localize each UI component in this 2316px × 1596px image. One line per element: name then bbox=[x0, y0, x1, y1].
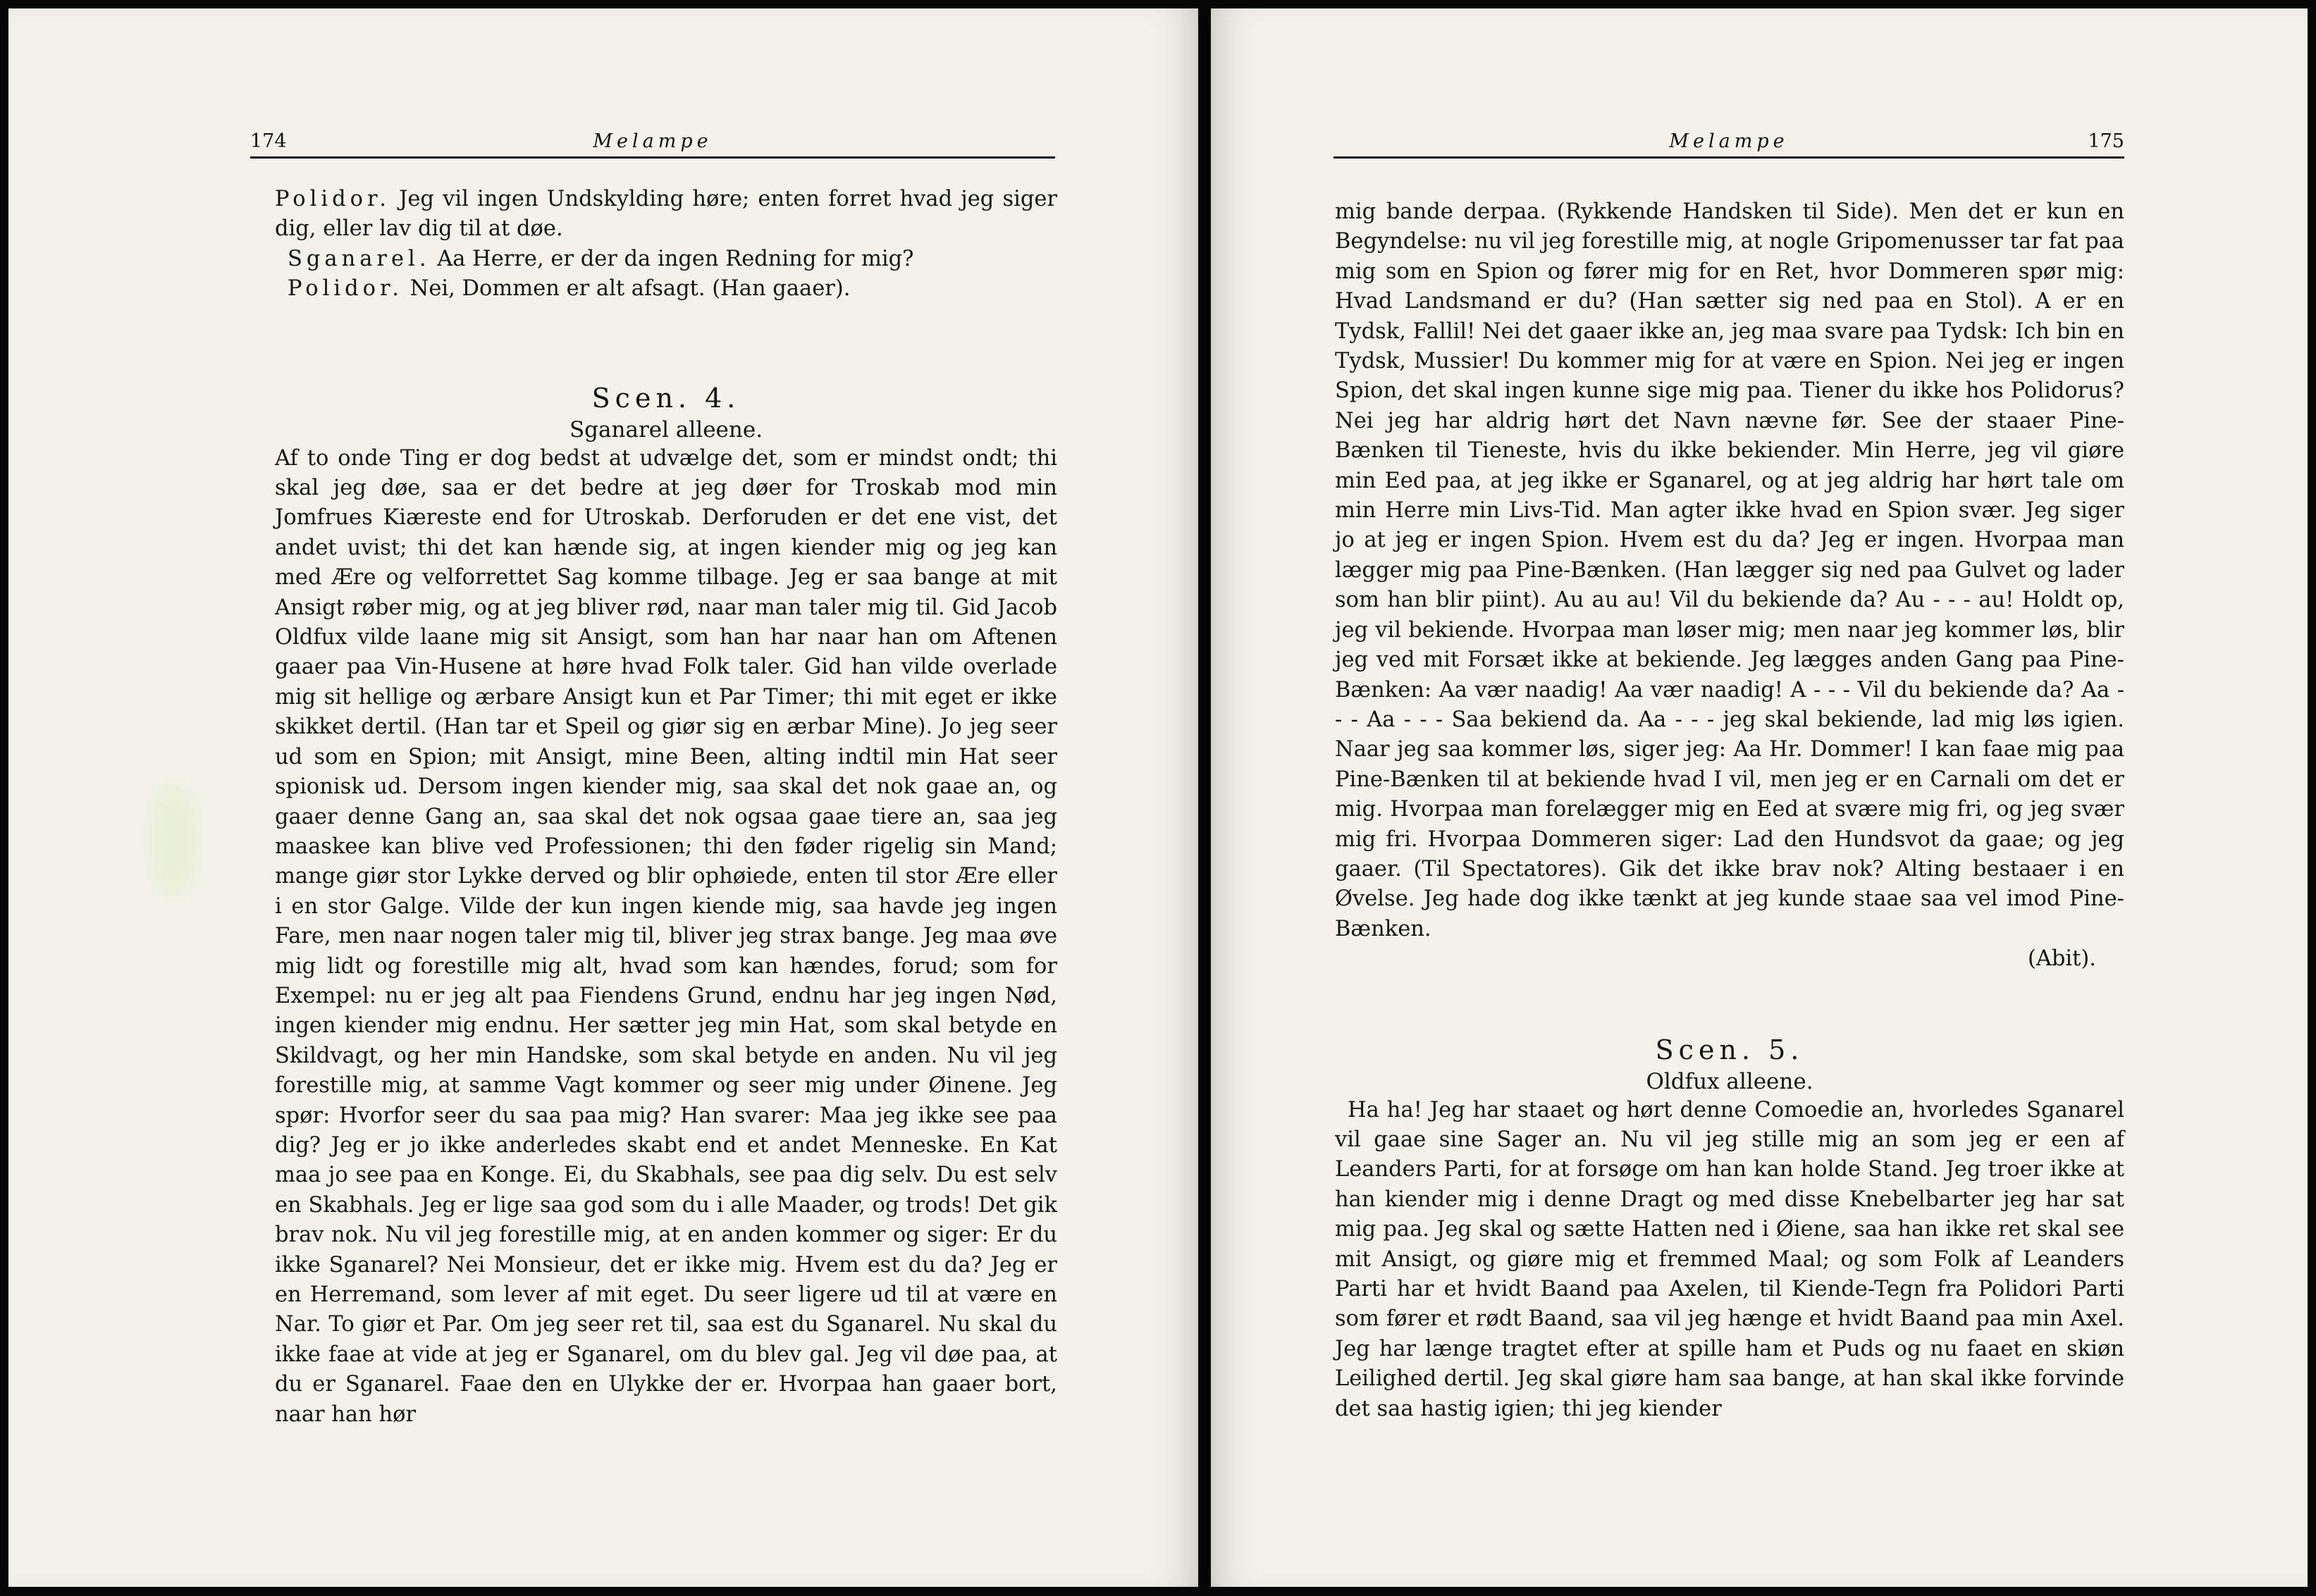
dialogue-text: Jeg vil ingen Undskylding høre; enten forret hvad jeg siger dig, eller lav dig til at døe. bbox=[275, 187, 1057, 242]
left-page-header bbox=[250, 128, 1055, 159]
running-title: Melampe bbox=[593, 130, 713, 152]
monologue-paragraph: Ha ha! Jeg har staaet og hørt denne Comoedie an, hvorledes Sganarel vil gaae sine Sager an. Nu vil jeg stille mig an som jeg er een af Leanders Parti, for at forsøge om han kan holde Stand. Jeg troer ikke at han kiender mig i denne Dragt og med disse Knebelbarter jeg har sat mig paa. Jeg skal og sætte Hatten ned i Øiene, saa han ikke ret skal see mit Ansigt, og giøre mig et fremmed Maal; og som Folk af Leanders Parti har et hvidt Baand paa Axelen, til Kiende-Tegn fra Polidori Parti som fører et rødt Baand, saa vil jeg hænge et hvidt Baand paa min Axel. Jeg har længe tragtet efter at spille ham et Puds og nu faaet en skiøn Leilighed dertil. Jeg skal giøre ham saa bange, at han skal ikke forvinde det saa hastig igien; thi jeg kiender bbox=[1335, 1097, 2124, 1421]
dialogue-line bbox=[275, 274, 1057, 304]
left-page bbox=[8, 8, 1198, 1587]
left-page-body bbox=[275, 185, 1057, 1430]
dialogue-text: Aa Herre, er der da ingen Redning for mig? bbox=[430, 246, 914, 271]
right-page bbox=[1211, 8, 2308, 1587]
scene-subtitle: Sganarel alleene. bbox=[569, 416, 763, 443]
speaker-name: Polidor. bbox=[275, 187, 390, 211]
dialogue-line bbox=[275, 245, 1057, 274]
running-title: Melampe bbox=[1669, 130, 1789, 152]
scene-subtitle: Oldfux alleene. bbox=[1646, 1068, 1813, 1094]
monologue-paragraph: Af to onde Ting er dog bedst at udvælge det, som er mindst ondt; thi skal jeg døe, saa er det bedre at jeg døer for Troskab mod min Jomfrues Kiæreste end for Utroskab. Derforuden er det ene vist, det andet uvist; thi det kan hænde sig, at ingen kiender mig og jeg kan med Ære og velforrettet Sag komme tilbage. Jeg er saa bange at mit Ansigt røber mig, og at jeg bliver rød, naar man taler mig til. Gid Jacob Oldfux vilde laane mig sit Ansigt, som han har naar han om Aftenen gaaer paa Vin-Husene at høre hvad Folk taler. Gid han vilde overlade mig sit hellige og ærbare Ansigt kun et Par Timer; thi mit eget er ikke skikket dertil. (Han tar et Speil og giør sig en ærbar Mine). Jo jeg seer ud som en Spion; mit Ansigt, mine Been, alting indtil min Hat seer spionisk ud. Dersom ingen kiender mig, saa skal det nok gaae an, og gaaer denne Gang an, saa skal det nok ogsaa gaae tiere an, saa jeg maaskee kan blive ved Professionen; thi den føder rigelig sin Mand; mange giør stor Lykke derved og blir ophøiede, enten til stor Ære eller i en stor Galge. Vilde der kun ingen kiende mig, saa havde jeg ingen Fare, men naar nogen taler mig til, bliver jeg strax bange. Jeg maa øve mig lidt og forestille mig alt, hvad som kan hændes, forud; som for Exempel: nu er jeg alt paa Fiendens Grund, endnu har jeg ingen Nød, ingen kiender mig endnu. Her sætter jeg min Hat, som skal betyde en Skildvagt, og her min Handske, som skal betyde en anden. Nu vil jeg forestille mig, at samme Vagt kommer og seer mig under Øinene. Jeg spør: Hvorfor seer du saa paa mig? Han svarer: Maa jeg ikke see paa dig? Jeg er jo ikke anderledes skabt end et andet Menneske. En Kat maa jo see paa en Konge. Ei, du Skabhals, see paa dig selv. Du est selv en Skabhals. Jeg er lige saa god som du i alle Maader, og trods! Det gik brav nok. Nu vil jeg forestille mig, at en anden kommer og siger: Er du ikke Sganarel? Nei Monsieur, det er ikke mig. Hvem est du da? Jeg er en Herremand, som lever af mit eget. Du seer ligere ud til at være en Nar. To giør et Par. Om jeg seer ret til, saa est du Sganarel. Nu skal du ikke faae at vide at jeg er Sganarel, om du blev gal. Jeg vil døe paa, at du er Sganarel. Faae den en Ulykke der er. Hvorpaa han gaaer bort, naar han hør bbox=[275, 445, 1057, 1427]
dialogue-line bbox=[275, 185, 1057, 245]
stage-direction-exit: (Abit). bbox=[2027, 946, 2096, 972]
right-page-body bbox=[1335, 197, 2124, 1424]
scene-title: Scen. 5. bbox=[1655, 1034, 1804, 1065]
speaker-name: Polidor. bbox=[288, 276, 403, 302]
monologue-paragraph: mig bande derpaa. (Rykkende Handsken til Side). Men det er kun en Begyndelse: nu vil jeg forestille mig, at nogle Gripomenusser tar fat paa mig som en Spion og fører mig for en Ret, hvor Dommeren spør mig: Hvad Landsmand er du? (Han sætter sig ned paa en Stol). A er en Tydsk, Fallil! Nei det gaaer ikke an, jeg maa svare paa Tydsk: Ich bin en Tydsk, Mussier! Du kommer mig for at være en Spion. Nei jeg er ingen Spion, det skal ingen kunne sige mig paa. Tiener du ikke hos Polidorus? Nei jeg har aldrig hørt det Navn nævne før. See der staaer Pine-Bænken til Tieneste, hvis du ikke bekiender. Min Herre, jeg vil giøre min Eed paa, at jeg ikke er Sganarel, og at jeg aldrig har hørt tale om min Herre min Livs-Tid. Man agter ikke hvad en Spion svær. Jeg siger jo at jeg er ingen Spion. Hvem est du da? Jeg er ingen. Hvorpaa man lægger mig paa Pine-Bænken. (Han lægger sig ned paa Gulvet og lader som han blir piint). Au au au! Vil du bekiende da? Au - - - au! Holdt op, jeg vil bekiende. Hvorpaa man løser mig; men naar jeg kommer løs, blir jeg ved mit Forsæt ikke at bekiende. Jeg lægges anden Gang paa Pine-Bænken: Aa vær naadig! Aa vær naadig! A - - - Vil du bekiende da? Aa - - - Aa - - - Saa bekiend da. Aa - - - jeg skal bekiende, lad mig løs igien. Naar jeg saa kommer løs, siger jeg: Aa Hr. Dommer! I kan faae mig paa Pine-Bænken til at bekiende hvad I vil, men jeg er en Carnali om det er mig. Hvorpaa man forelægger mig en Eed at svære mig fri, og jeg svær mig fri. Hvorpaa Dommeren siger: Lad den Hundsvot da gaae; og jeg gaaer. (Til Spectatores). Gik det ikke brav nok? Alting bestaaer i en Øvelse. Jeg hade dog ikke tænkt at jeg kunde staae saa vel imod Pine-Bænken. bbox=[1335, 199, 2124, 941]
right-page-header bbox=[1333, 128, 2124, 159]
dialogue-text: Nei, Dommen er alt afsagt. (Han gaaer). bbox=[402, 276, 851, 302]
paper-stain bbox=[149, 784, 199, 896]
page-number: 175 bbox=[2088, 130, 2124, 152]
scene-title: Scen. 4. bbox=[591, 382, 741, 414]
page-number: 174 bbox=[250, 130, 287, 152]
speaker-name: Sganarel. bbox=[288, 246, 431, 271]
